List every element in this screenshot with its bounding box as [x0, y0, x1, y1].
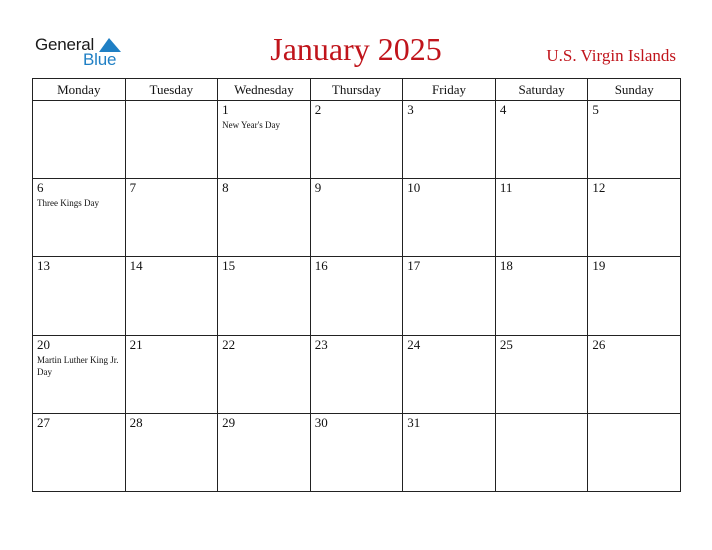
day-cell: [125, 413, 218, 491]
day-cell: [310, 101, 403, 179]
day-cell: [33, 335, 126, 413]
day-cell: [33, 101, 126, 179]
logo-text-blue: Blue: [83, 50, 117, 69]
day-number: 3: [407, 102, 414, 117]
week-row: [33, 179, 681, 257]
day-cell: [588, 257, 681, 335]
day-cell: [310, 257, 403, 335]
day-number: 15: [222, 258, 236, 274]
day-cell: [33, 413, 126, 491]
day-cell: [403, 335, 496, 413]
day-cell: [125, 335, 218, 413]
day-number: 21: [129, 336, 143, 352]
day-number: 29: [222, 414, 236, 430]
day-number: 8: [222, 180, 229, 196]
day-cell: [125, 101, 218, 179]
day-cell: [218, 257, 311, 335]
day-cell: [218, 101, 311, 179]
day-cell: [125, 179, 218, 257]
day-cell: [33, 179, 126, 257]
day-number: [588, 414, 680, 416]
day-cell: [218, 179, 311, 257]
day-number: [496, 414, 588, 416]
day-number: 5: [592, 102, 599, 117]
day-number: 28: [129, 414, 143, 430]
day-cell: [310, 179, 403, 257]
day-number: 31: [407, 414, 421, 430]
day-cell: [125, 257, 218, 335]
holiday-label: Martin Luther King Jr. Day: [37, 354, 119, 377]
day-number: 27: [37, 414, 50, 430]
weekday-header: Wednesday: [218, 79, 311, 101]
day-cell: [310, 335, 403, 413]
day-cell: [403, 101, 496, 179]
holiday-label: New Year's Day: [222, 120, 280, 130]
weekday-header-row: [33, 79, 681, 101]
weekday-header: Friday: [403, 79, 496, 101]
day-number: [126, 101, 218, 103]
day-number: 12: [592, 180, 606, 196]
day-number: 24: [407, 336, 421, 352]
day-cell: [588, 335, 681, 413]
day-number: 6: [37, 180, 44, 196]
weekday-header: Thursday: [310, 79, 403, 101]
day-cell: [495, 335, 588, 413]
week-row: [33, 101, 681, 179]
day-cell: [218, 413, 311, 491]
day-cell: [588, 101, 681, 179]
day-number: 23: [314, 336, 328, 352]
day-cell: [588, 413, 681, 491]
weekday-header: Saturday: [495, 79, 588, 101]
day-number: 14: [129, 258, 143, 274]
day-number: 30: [314, 414, 328, 430]
day-number: 26: [592, 336, 606, 352]
weekday-header: Monday: [33, 79, 126, 101]
day-number: 20: [37, 336, 50, 352]
day-number: 10: [407, 180, 421, 196]
day-cell: [218, 335, 311, 413]
holiday-label: Three Kings Day: [37, 198, 99, 209]
week-row: [33, 413, 681, 491]
day-number: 1: [222, 102, 229, 117]
day-number: [33, 101, 125, 103]
day-cell: [403, 413, 496, 491]
day-number: 7: [129, 180, 137, 196]
day-cell: [403, 179, 496, 257]
day-number: 25: [499, 336, 513, 352]
logo-text-general: General: [35, 35, 95, 54]
day-number: 2: [314, 102, 322, 117]
day-cell: [310, 413, 403, 491]
day-cell: [495, 179, 588, 257]
day-cell: [33, 257, 126, 335]
weekday-header: Tuesday: [125, 79, 218, 101]
day-number: 11: [499, 180, 513, 196]
day-cell: [495, 413, 588, 491]
day-cell: [588, 179, 681, 257]
day-number: 19: [592, 258, 606, 274]
week-row: [33, 335, 681, 413]
day-number: 4: [499, 102, 507, 117]
day-number: 13: [37, 258, 50, 274]
day-number: 18: [499, 258, 513, 274]
region-label: U.S. Virgin Islands: [546, 46, 676, 65]
day-number: 16: [314, 258, 328, 274]
weekday-header: Sunday: [588, 79, 681, 101]
day-cell: [495, 257, 588, 335]
day-cell: [495, 101, 588, 179]
day-number: 17: [407, 258, 421, 274]
calendar-grid: [32, 78, 681, 492]
day-cell: [403, 257, 496, 335]
calendar-title: January 2025: [270, 31, 442, 67]
week-row: [33, 257, 681, 335]
day-number: 22: [222, 336, 236, 352]
day-number: 9: [314, 180, 322, 196]
